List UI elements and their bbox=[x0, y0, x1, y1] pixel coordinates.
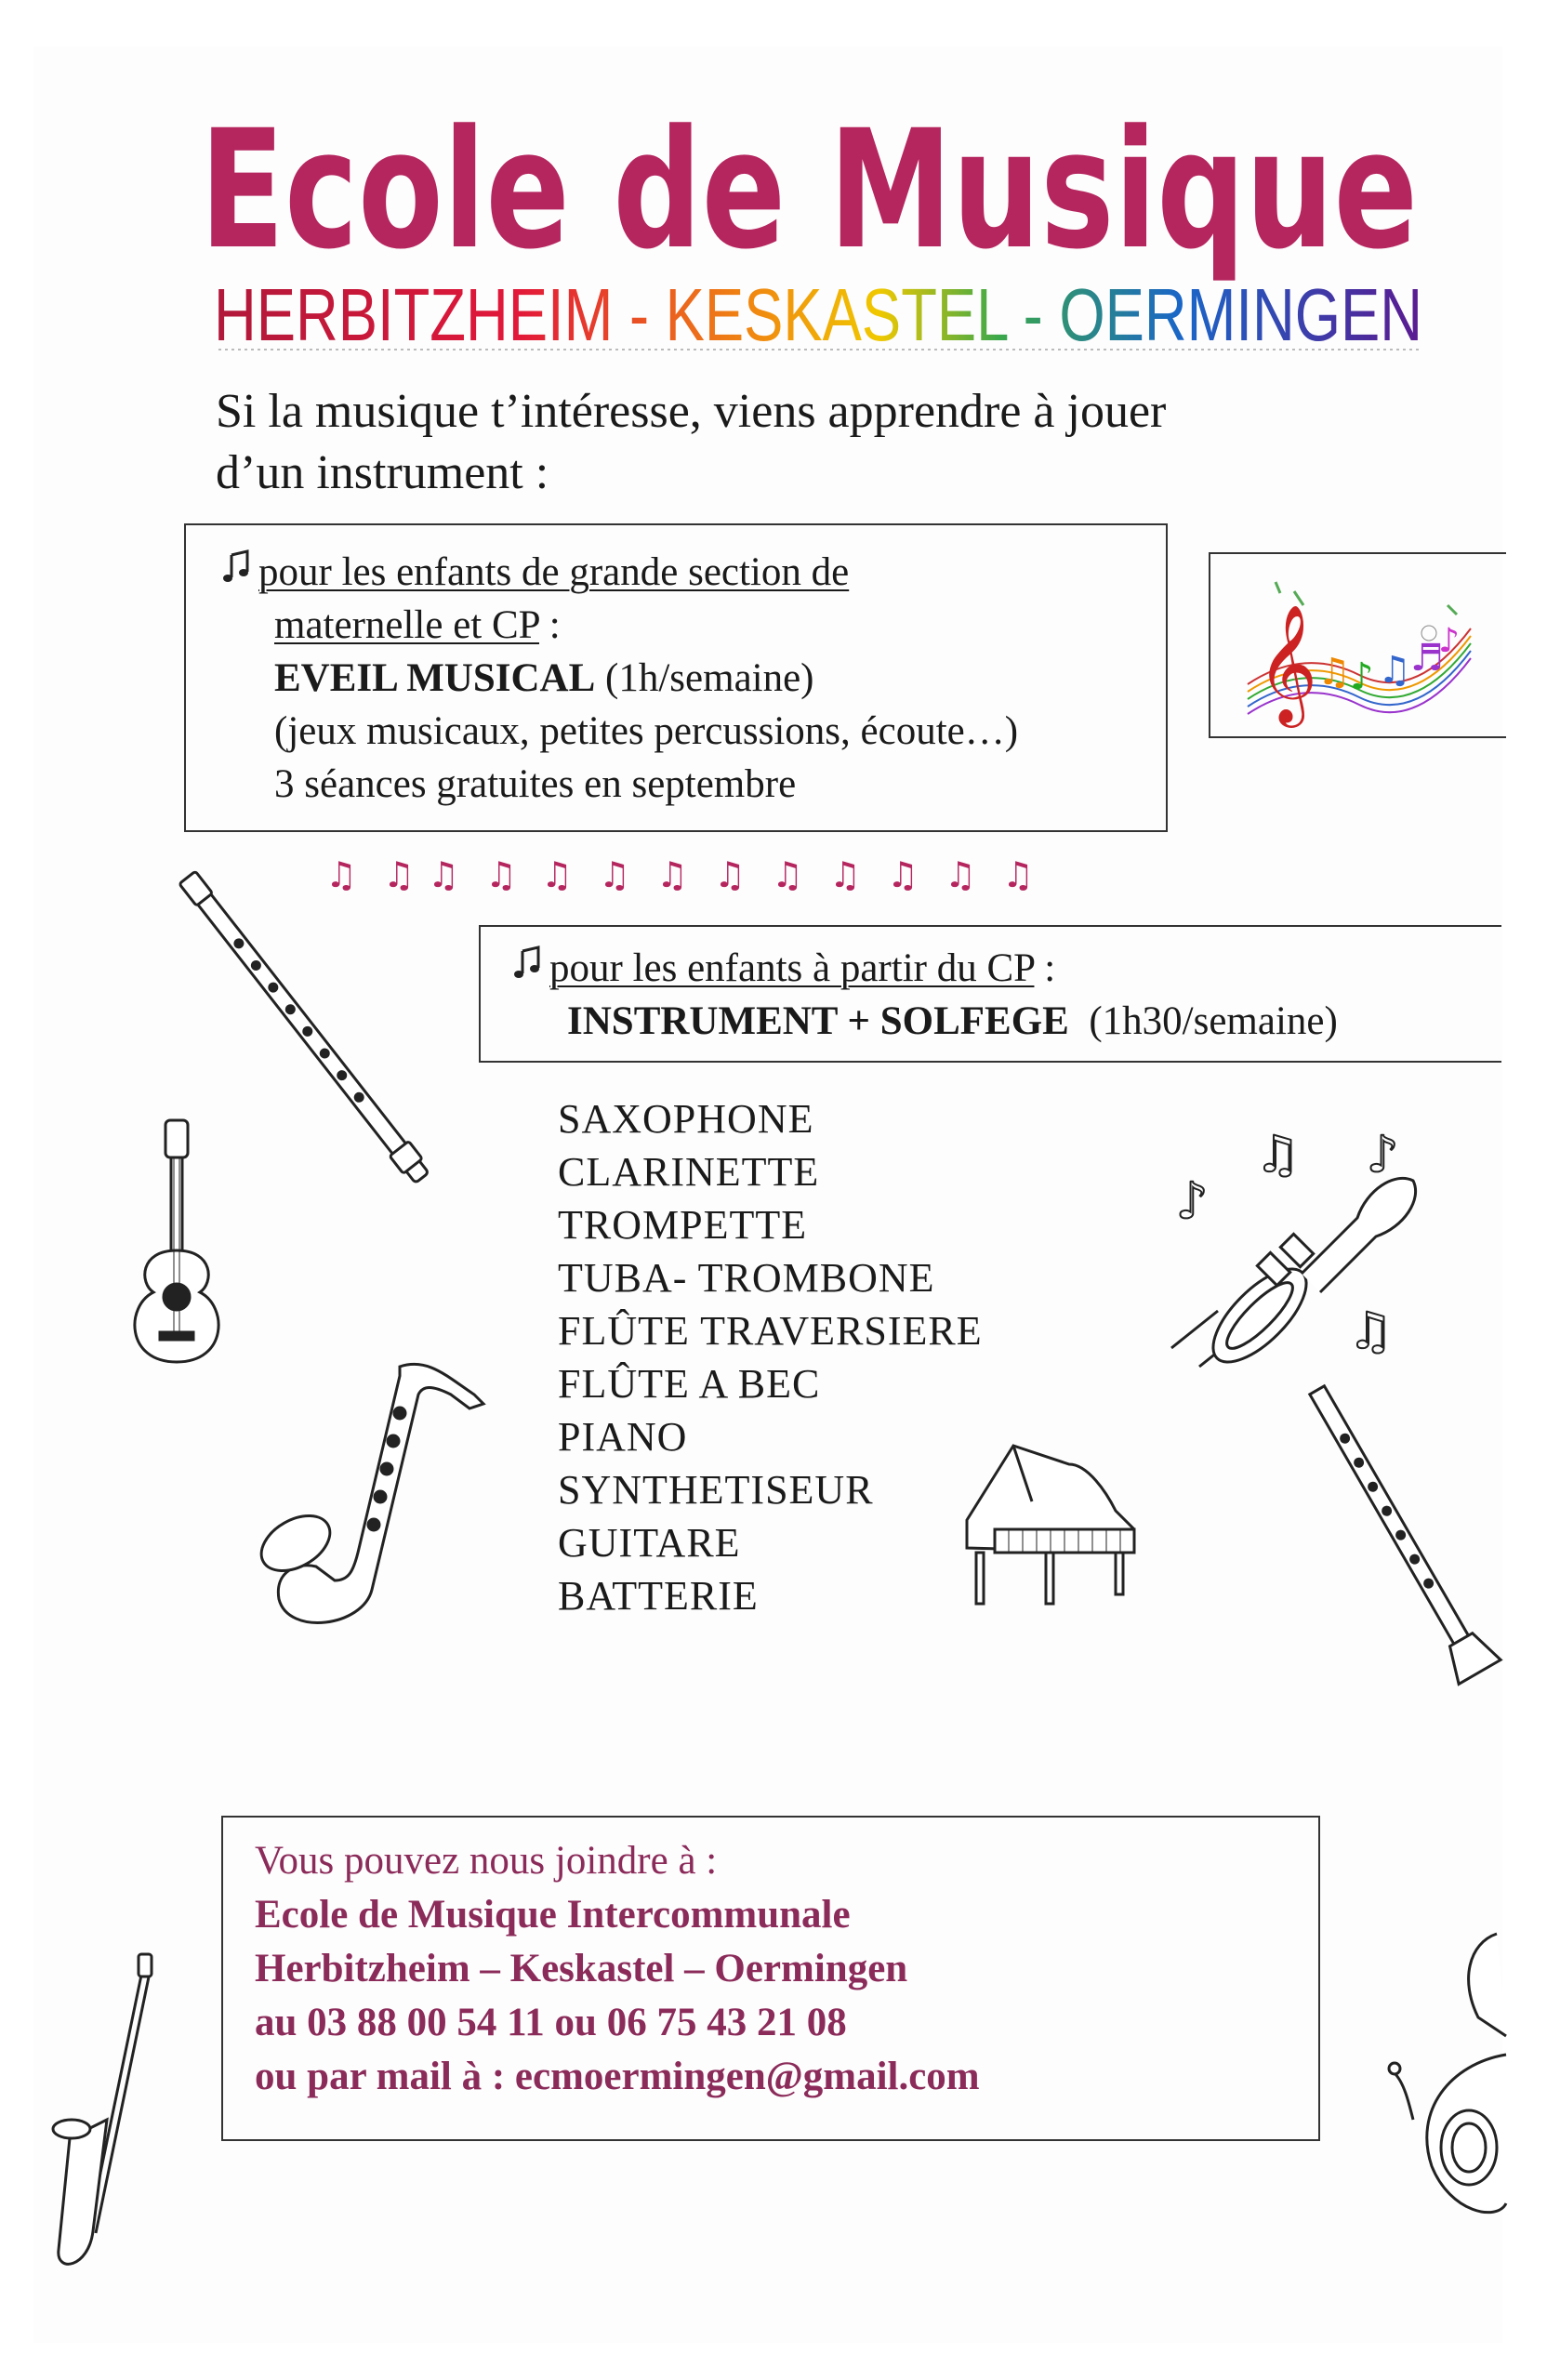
clarinet-icon bbox=[1297, 1385, 1511, 1692]
svg-text:♫: ♫ bbox=[1255, 1125, 1301, 1183]
music-note-icon bbox=[514, 942, 549, 995]
list-item: CLARINETTE bbox=[558, 1149, 820, 1195]
music-note-icon bbox=[223, 546, 258, 599]
tuba-icon bbox=[1357, 1924, 1506, 2222]
list-item: GUITARE bbox=[558, 1520, 741, 1566]
towns-subtitle bbox=[214, 271, 1432, 355]
svg-text:♫: ♫ bbox=[1378, 649, 1411, 692]
svg-text:♫: ♫ bbox=[325, 854, 358, 895]
instrument-title: INSTRUMENT + SOLFEGE bbox=[567, 999, 1069, 1043]
eveil-duration: (1h/semaine) bbox=[595, 656, 814, 700]
svg-text:♫: ♫ bbox=[945, 854, 977, 895]
svg-text:♫: ♫ bbox=[428, 854, 460, 895]
svg-text:♫: ♫ bbox=[829, 854, 862, 895]
instrument-box bbox=[479, 925, 1501, 1063]
intro-text bbox=[216, 381, 1378, 504]
svg-text:𝄞: 𝄞 bbox=[1257, 603, 1318, 722]
list-item: TROMPETTE bbox=[558, 1202, 808, 1248]
svg-text:♪: ♪ bbox=[1438, 622, 1460, 660]
list-item: FLÛTE TRAVERSIERE bbox=[558, 1308, 983, 1354]
contact-intro: Vous pouvez nous joindre à : bbox=[255, 1839, 718, 1883]
list-item: TUBA- TROMBONE bbox=[558, 1255, 935, 1301]
svg-text:♫: ♫ bbox=[656, 854, 689, 895]
eveil-age-line-2: maternelle et CP bbox=[274, 603, 539, 647]
list-item: BATTERIE bbox=[558, 1573, 759, 1619]
svg-text:♫: ♫ bbox=[887, 854, 919, 895]
svg-text:♪: ♪ bbox=[1176, 1171, 1209, 1230]
intro-line-2: d’un instrument : bbox=[216, 446, 549, 499]
contact-phones: au 03 88 00 54 11 ou 06 75 43 21 08 bbox=[255, 2001, 847, 2044]
instrument-colon: : bbox=[1034, 946, 1056, 990]
instrument-list bbox=[558, 1092, 983, 1622]
saxophone-icon bbox=[260, 1357, 493, 1636]
piano-icon bbox=[958, 1436, 1153, 1618]
trombone-icon bbox=[51, 1952, 163, 2287]
eveil-colon: : bbox=[538, 603, 561, 647]
list-item: PIANO bbox=[558, 1414, 688, 1460]
svg-text:♫: ♫ bbox=[772, 854, 804, 895]
list-item: SAXOPHONE bbox=[558, 1096, 814, 1142]
svg-text:♫: ♫ bbox=[1348, 1302, 1394, 1360]
svg-text:♫: ♫ bbox=[383, 854, 416, 895]
contact-school-name: Ecole de Musique Intercommunale bbox=[255, 1893, 851, 1937]
intro-line-1: Si la musique t’intéresse, viens apprendre à jouer bbox=[216, 385, 1167, 438]
eveil-age-line-1: pour les enfants de grande section de bbox=[258, 550, 850, 594]
svg-text:♫: ♫ bbox=[541, 854, 574, 895]
svg-text:♫: ♫ bbox=[599, 854, 631, 895]
guitar-icon bbox=[121, 1120, 232, 1367]
contact-email: ou par mail à : ecmoermingen@gmail.com bbox=[255, 2055, 980, 2098]
eveil-activities: (jeux musicaux, petites percussions, écoute…) bbox=[274, 709, 1019, 753]
colorful-notes-icon bbox=[1238, 573, 1480, 721]
instrument-age: pour les enfants à partir du CP bbox=[549, 946, 1035, 990]
svg-text:HERBITZHEIM - KESKASTEL - OERM: HERBITZHEIM - KESKASTEL - OERMINGEN bbox=[214, 273, 1422, 356]
instrument-duration: (1h30/semaine) bbox=[1068, 999, 1338, 1043]
contact-box bbox=[221, 1816, 1320, 2141]
svg-text:♪: ♪ bbox=[1350, 655, 1374, 698]
svg-text:♪: ♪ bbox=[1367, 1125, 1399, 1183]
school-title bbox=[200, 88, 1427, 285]
svg-text:Ecole de Musique: Ecole de Musique bbox=[200, 95, 1418, 285]
svg-text:♬: ♬ bbox=[1410, 637, 1444, 680]
eveil-free-sessions: 3 séances gratuites en septembre bbox=[274, 762, 797, 806]
svg-text:♫: ♫ bbox=[485, 854, 518, 895]
trumpet-icon bbox=[1162, 1116, 1432, 1385]
contact-towns: Herbitzheim – Keskastel – Oermingen bbox=[255, 1947, 908, 1990]
list-item: SYNTHETISEUR bbox=[558, 1467, 874, 1513]
notes-image-box bbox=[1209, 552, 1506, 738]
svg-text:♫: ♫ bbox=[1317, 651, 1351, 694]
svg-text:♫: ♫ bbox=[1002, 854, 1035, 895]
eveil-musical-box bbox=[184, 523, 1168, 832]
list-item: FLÛTE A BEC bbox=[558, 1361, 821, 1407]
svg-text:♫: ♫ bbox=[714, 854, 747, 895]
eveil-title: EVEIL MUSICAL bbox=[274, 656, 596, 700]
